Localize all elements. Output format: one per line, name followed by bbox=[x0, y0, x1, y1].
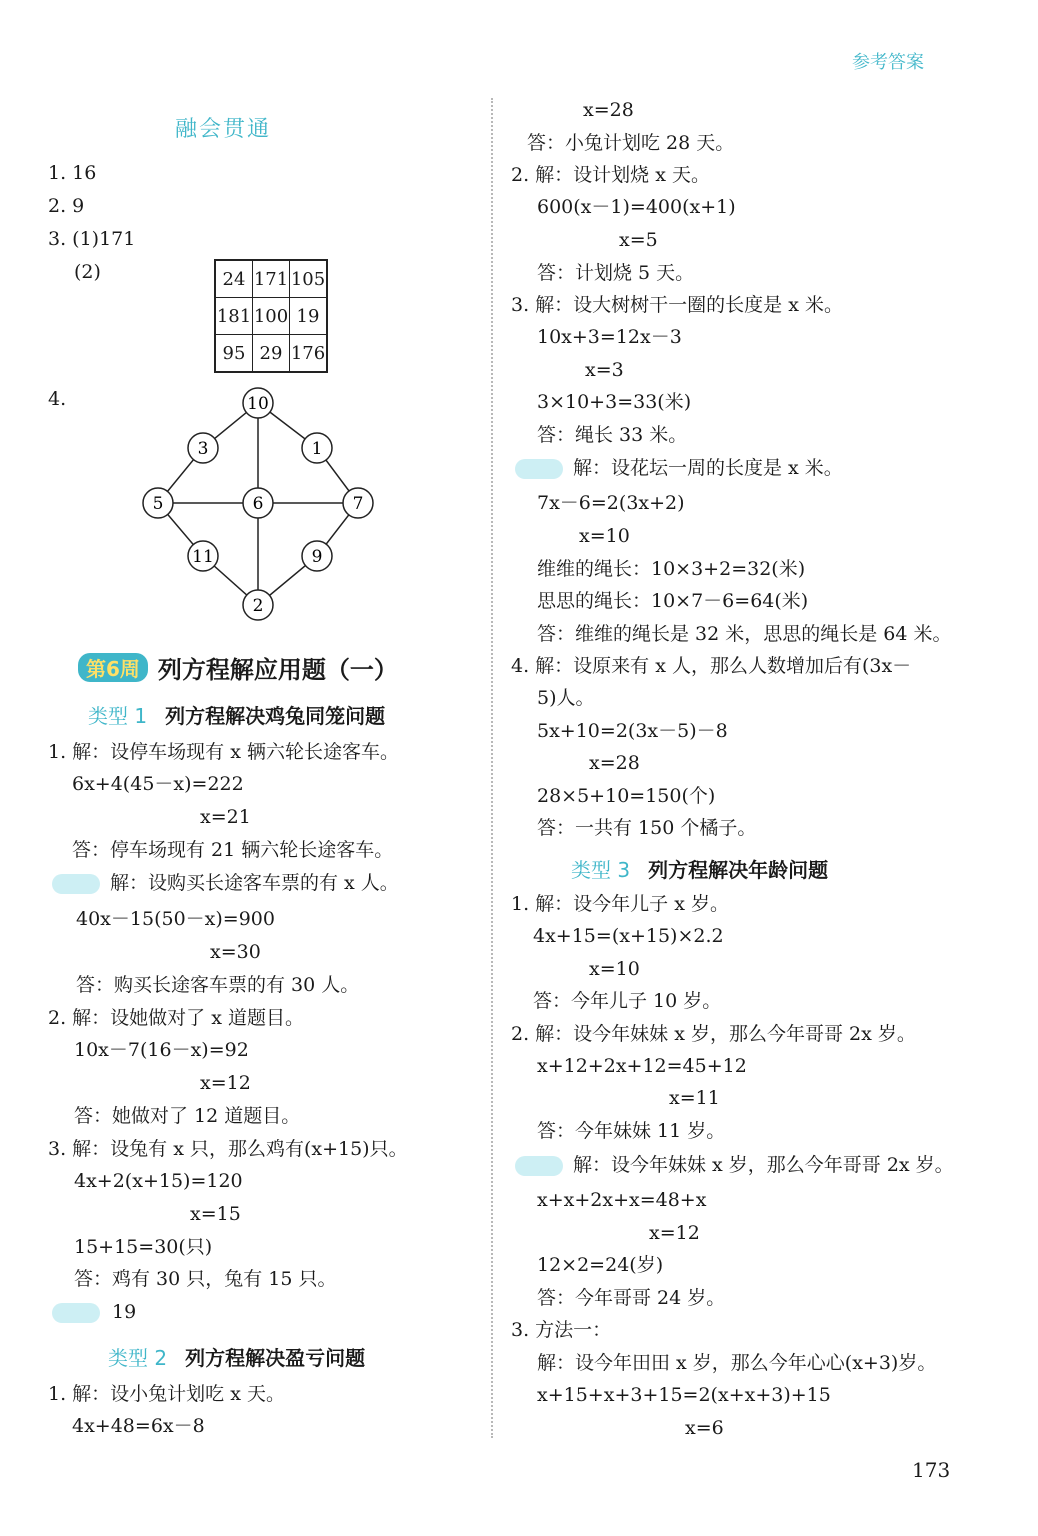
svg-text:7: 7 bbox=[352, 494, 364, 514]
week-title-text: 列方程解应用题（一） bbox=[157, 656, 398, 684]
answer-line: 4x+48=6x－8 bbox=[72, 1415, 205, 1437]
answer-line: 1. 16 bbox=[48, 162, 97, 184]
diagram-node bbox=[243, 388, 273, 418]
svg-text:1: 1 bbox=[311, 439, 323, 459]
diagram-node bbox=[302, 433, 332, 463]
grid-cell: 95 bbox=[215, 335, 253, 373]
svg-text:3: 3 bbox=[197, 439, 209, 459]
grid-cell: 19 bbox=[290, 298, 328, 335]
magic-square-grid bbox=[214, 259, 328, 373]
answer-line: x=3 bbox=[585, 359, 624, 381]
answer-line: 维维的绳长：10×3+2=32(米) bbox=[537, 558, 806, 580]
answer-line: 答：鸡有 30 只，兔有 15 只。 bbox=[74, 1268, 337, 1290]
type-heading: 类型 2 列方程解决盈亏问题 bbox=[108, 1346, 366, 1370]
answer-line: x=28 bbox=[583, 99, 634, 121]
answer-line: 2. 9 bbox=[48, 195, 85, 217]
answer-line: x=30 bbox=[210, 941, 261, 963]
answer-line: 19 bbox=[112, 1301, 137, 1323]
answer-line: 4. bbox=[48, 388, 67, 410]
answer-line: (2) bbox=[74, 261, 101, 283]
diagram-node bbox=[343, 488, 373, 518]
answer-line: 1. 解：设小兔计划吃 x 天。 bbox=[48, 1383, 285, 1405]
week-badge: 第6周 bbox=[78, 653, 148, 682]
answer-line: 600(x－1)=400(x+1) bbox=[537, 196, 736, 218]
answer-line: 28×5+10=150(个) bbox=[537, 785, 716, 807]
answer-line: 5x+10=2(3x－5)－8 bbox=[537, 720, 728, 742]
answer-line: x=28 bbox=[589, 752, 640, 774]
extension-badge-icon bbox=[52, 1303, 100, 1323]
diagram-node bbox=[188, 433, 218, 463]
answer-line: 40x－15(50－x)=900 bbox=[76, 908, 275, 930]
answer-line: 15+15=30(只) bbox=[74, 1236, 213, 1258]
answer-line: 答：计划烧 5 天。 bbox=[537, 262, 695, 284]
svg-text:9: 9 bbox=[311, 547, 323, 567]
svg-text:10: 10 bbox=[247, 394, 269, 414]
grid-cell: 181 bbox=[215, 298, 253, 335]
answer-line: 10x－7(16－x)=92 bbox=[74, 1039, 249, 1061]
answer-line: x=10 bbox=[579, 525, 630, 547]
grid-cell: 100 bbox=[253, 298, 290, 335]
answer-line: 3×10+3=33(米) bbox=[537, 391, 692, 413]
answer-line: 答：她做对了 12 道题目。 bbox=[74, 1105, 301, 1127]
answer-line: 答：一共有 150 个橘子。 bbox=[537, 817, 757, 839]
answer-line: 2. 解：设她做对了 x 道题目。 bbox=[48, 1007, 304, 1029]
page-number: 173 bbox=[912, 1458, 951, 1482]
column-divider bbox=[491, 98, 493, 1438]
answer-line: 4x+15=(x+15)×2.2 bbox=[533, 925, 724, 947]
type-heading: 类型 3 列方程解决年龄问题 bbox=[571, 858, 829, 882]
answer-line: x=5 bbox=[619, 229, 658, 251]
answer-line: x=11 bbox=[669, 1087, 720, 1109]
grid-cell: 105 bbox=[290, 260, 328, 298]
answer-line: 答：绳长 33 米。 bbox=[537, 424, 688, 446]
answer-line: 解：设花坛一周的长度是 x 米。 bbox=[573, 457, 843, 479]
answer-line: 5)人。 bbox=[537, 687, 595, 709]
answer-line: x+15+x+3+15=2(x+x+3)+15 bbox=[537, 1384, 831, 1406]
answer-line: 2. 解：设计划烧 x 天。 bbox=[511, 164, 710, 186]
diagram-node bbox=[188, 541, 218, 571]
answer-line: x=6 bbox=[685, 1417, 724, 1439]
answer-line: x=10 bbox=[589, 958, 640, 980]
extension-badge-icon bbox=[515, 1156, 563, 1176]
answer-line: 7x－6=2(3x+2) bbox=[537, 492, 685, 514]
answer-line: 答：维维的绳长是 32 米，思思的绳长是 64 米。 bbox=[537, 623, 952, 645]
grid-cell: 29 bbox=[253, 335, 290, 373]
answer-line: 答：今年妹妹 11 岁。 bbox=[537, 1120, 726, 1142]
answer-line: x=21 bbox=[200, 806, 251, 828]
type-heading: 类型 1 列方程解决鸡兔同笼问题 bbox=[88, 704, 386, 728]
section-title: 融会贯通 bbox=[175, 117, 272, 142]
answer-line: 3. 解：设兔有 x 只，那么鸡有(x+15)只。 bbox=[48, 1138, 408, 1160]
answer-line: 思思的绳长：10×7－6=64(米) bbox=[537, 590, 809, 612]
answer-line: 4x+2(x+15)=120 bbox=[74, 1170, 243, 1192]
answer-line: 解：设今年田田 x 岁，那么今年心心(x+3)岁。 bbox=[537, 1352, 937, 1374]
grid-cell: 24 bbox=[215, 260, 253, 298]
grid-cell: 176 bbox=[290, 335, 328, 373]
answer-line: x=12 bbox=[649, 1222, 700, 1244]
svg-text:11: 11 bbox=[192, 547, 214, 567]
svg-text:6: 6 bbox=[252, 494, 264, 514]
diagram-node bbox=[302, 541, 332, 571]
answer-line: 答：今年儿子 10 岁。 bbox=[533, 990, 722, 1012]
diagram-node bbox=[143, 488, 173, 518]
answer-line: 1. 解：设今年儿子 x 岁。 bbox=[511, 893, 729, 915]
header-reference-label: 参考答案 bbox=[852, 52, 924, 73]
answer-line: 答：今年哥哥 24 岁。 bbox=[537, 1287, 726, 1309]
svg-text:2: 2 bbox=[252, 596, 264, 616]
extension-badge-icon bbox=[52, 874, 100, 894]
extension-badge-icon bbox=[515, 459, 563, 479]
answer-line: 答：小兔计划吃 28 天。 bbox=[527, 132, 735, 154]
diagram-node bbox=[243, 590, 273, 620]
number-diagram bbox=[136, 385, 386, 630]
svg-text:5: 5 bbox=[152, 494, 164, 514]
answer-line: 1. 解：设停车场现有 x 辆六轮长途客车。 bbox=[48, 741, 399, 763]
answer-line: 3. (1)171 bbox=[48, 228, 136, 250]
answer-line: 解：设今年妹妹 x 岁，那么今年哥哥 2x 岁。 bbox=[573, 1154, 954, 1176]
answer-line: x+12+2x+12=45+12 bbox=[537, 1055, 747, 1077]
answer-line: x=15 bbox=[190, 1203, 241, 1225]
answer-line: 答：停车场现有 21 辆六轮长途客车。 bbox=[72, 839, 394, 861]
diagram-node bbox=[243, 488, 273, 518]
answer-line: 6x+4(45－x)=222 bbox=[72, 773, 244, 795]
answer-line: 3. 方法一： bbox=[511, 1319, 612, 1341]
answer-line: x=12 bbox=[200, 1072, 251, 1094]
answer-line: 3. 解：设大树树干一圈的长度是 x 米。 bbox=[511, 294, 843, 316]
answer-line: 解：设购买长途客车票的有 x 人。 bbox=[110, 872, 399, 894]
answer-line: x+x+2x+x=48+x bbox=[537, 1189, 707, 1211]
answer-line: 4. 解：设原来有 x 人，那么人数增加后有(3x－ bbox=[511, 655, 912, 677]
answer-line: 答：购买长途客车票的有 30 人。 bbox=[76, 974, 360, 996]
answer-line: 10x+3=12x－3 bbox=[537, 326, 682, 348]
grid-cell: 171 bbox=[253, 260, 290, 298]
answer-line: 12×2=24(岁) bbox=[537, 1254, 664, 1276]
answer-line: 2. 解：设今年妹妹 x 岁，那么今年哥哥 2x 岁。 bbox=[511, 1023, 916, 1045]
week-heading bbox=[78, 650, 398, 685]
